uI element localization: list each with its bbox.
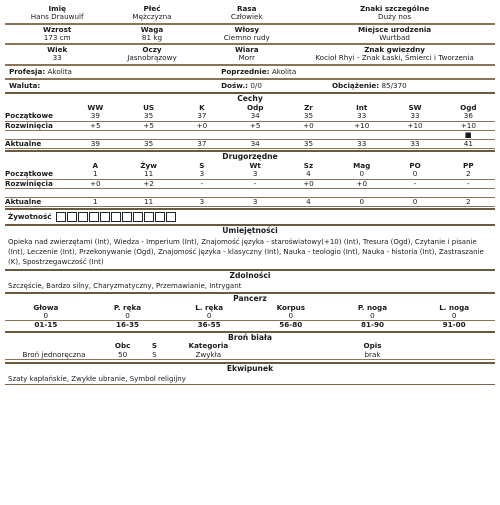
armour-table [5,304,495,330]
stat-value: +0 [175,121,228,130]
stat-value: 33 [388,140,441,149]
stat-value: +5 [122,121,175,130]
armour-points: 0 [332,312,414,321]
divider [5,208,495,210]
weapon-row [5,351,495,360]
vitality-label: Żywotność [8,212,52,222]
stat-value: 35 [282,140,335,149]
armour-range: 91-00 [442,320,466,330]
career-row [5,67,495,77]
profession-label: Profesja: [9,66,46,76]
vitality-checkbox[interactable] [122,212,132,222]
stat-header: WW [87,102,104,112]
armour-range: 16-35 [115,320,139,330]
vitality-checkbox[interactable] [100,212,110,222]
race-header: Rasa [237,4,257,13]
stat-header: Sz [303,161,314,171]
vitality-checkbox[interactable] [166,212,176,222]
hair-header: Włosy [234,24,260,34]
stat-value: 3 [175,170,228,179]
armour-points-row [5,312,495,321]
row-label: Rozwinięcia [5,121,69,130]
stat-header: A [92,161,99,171]
stat-value: +10 [335,121,388,130]
stat-header: PP [463,161,474,171]
main-stats-starting-row [5,112,495,121]
stat-value: 3 [229,197,282,206]
experience-label: Dośw.: [221,80,249,90]
weapons-header: S [151,341,158,351]
encumbrance-label: Obciążenie: [331,80,380,90]
birthplace-header: Miejsce urodzenia [358,24,432,34]
stat-value: 35 [122,140,175,149]
armour-location-header: P. ręka [113,302,142,312]
stat-value: 41 [442,140,495,149]
secondary-stats-title: Drugorzędne [222,152,278,162]
row-label: Aktualne [5,140,69,149]
secondary-stats-header-row [5,162,495,170]
sex-header: Płeć [143,4,161,13]
vitality-checkbox[interactable] [155,212,165,222]
stat-value: - [388,179,441,188]
stat-value: +0 [282,121,335,130]
armour-points: 0 [168,312,250,321]
talents-list: Szczęście, Bardzo silny, Charyzmatyczny, Przemawianie, Intrygant [8,282,242,291]
weapon-strength: S [142,351,167,360]
stat-header: S [199,161,205,171]
armour-range: 81-90 [360,320,384,330]
stat-value: 0 [335,197,388,206]
armour-range-row [5,321,495,330]
stat-value: 3 [229,170,282,179]
stat-value: 39 [69,112,122,121]
vitality-checkbox[interactable] [78,212,88,222]
divider [5,64,495,66]
stat-header: Wt [249,161,261,171]
stat-value: 11 [122,170,175,179]
stat-value: 34 [229,140,282,149]
secondary-stats-table [5,162,495,207]
armour-title: Pancerz [233,294,267,304]
weapons-header: Kategoria [188,341,229,351]
wealth-row [5,81,495,91]
stat-value: +0 [335,179,388,188]
armour-header-row [5,304,495,312]
encumbrance-value: 85/370 [381,80,407,90]
stat-value: 37 [175,140,228,149]
vitality-checkbox[interactable] [56,212,66,222]
character-sheet [5,5,495,495]
weapon-category: Zwykła [167,351,250,360]
stat-header: PO [409,161,421,171]
stat-value: 33 [388,112,441,121]
stat-value: 2 [442,197,495,206]
secondary-stats-taken-row [5,188,495,197]
stat-value: - [229,179,282,188]
weapon-name: Broń jednoręczna [5,351,103,360]
stat-value: 34 [229,112,282,121]
faith-header: Wiara [234,45,259,55]
skills-list: Opieka nad zwierzętami (Int), Wiedza - Imperium (Int), Znajomość języka - staroświatowy(+10) (Int), Tresura (Ogd), Czytanie i pisanie (Int), Leczenie (Int), Przekonywanie (Ogd), Znajomość języka - klasyczny (Int), Nauka - teologio (Int), Nauka - historia (Int), Zastraszanie (K), Spostrzegawczość (Int) [8,237,484,267]
stat-value: 4 [282,170,335,179]
armour-location-header: Korpus [276,302,306,312]
stat-value: +10 [388,121,441,130]
vitality-checkbox[interactable] [144,212,154,222]
weapon-description: brak [250,351,495,360]
secondary-stats-advance-row [5,179,495,188]
divider [5,78,495,80]
height-header: Wzrost [43,24,72,34]
vitality-row [5,211,495,223]
sex-value: Mężczyzna [132,12,172,22]
faith-value: Morr [238,53,255,63]
stat-value: +2 [122,179,175,188]
talents-title: Zdolności [229,271,271,281]
stat-header: Int [356,102,368,112]
previous-value: Akolita [271,66,297,76]
star-sign-value: Kocioł Rhyi - Znak Łaski, Śmierci i Tworzenia [315,53,474,63]
stat-header: SW [408,102,422,112]
main-stats-header-row [5,104,495,112]
stat-value: 35 [122,112,175,121]
vitality-checkbox[interactable] [133,212,143,222]
stat-value: 1 [69,170,122,179]
distinguishing-marks-value: Duży nos [378,12,412,22]
race-value: Człowiek [230,12,263,22]
stat-header: Ogd [460,102,477,112]
main-stats-table [5,104,495,149]
armour-range: 36-55 [197,320,221,330]
stat-header: Żyw [140,161,157,171]
melee-weapons-table [5,342,495,360]
stat-value: +0 [69,179,122,188]
taken-mark: ■ [442,130,495,139]
main-stats-advance-row [5,121,495,130]
distinguishing-marks-header: Znaki szczególne [359,4,430,13]
weapon-cost: 50 [103,351,142,360]
vitality-checkbox[interactable] [89,212,99,222]
stat-value: 39 [69,140,122,149]
experience-value: 0/0 [250,80,262,90]
hair-value: Ciemno rudy [223,32,270,42]
armour-location-header: P. noga [357,302,388,312]
stat-value: +10 [442,121,495,130]
row-label: Początkowe [5,170,69,179]
skills-title: Umiejętności [222,226,278,236]
stat-value: 35 [282,112,335,121]
stat-header: Zr [304,102,313,112]
armour-range: 01-15 [34,320,58,330]
stat-value: 37 [175,112,228,121]
armour-range: 56-80 [279,320,303,330]
stat-value: 0 [388,197,441,206]
weapons-header: Opis [363,341,382,351]
stat-value: +0 [282,179,335,188]
stat-value: 33 [335,140,388,149]
birthplace-value: Wurtbad [379,32,410,42]
stat-value: 2 [442,170,495,179]
stat-value: 0 [335,170,388,179]
profession-value: Akolita [47,66,72,76]
age-value: 33 [52,53,62,63]
currency-label: Waluta: [9,80,41,90]
height-value: 173 cm [43,32,71,42]
stat-header: K [199,102,205,112]
weight-header: Waga [140,24,164,34]
melee-weapons-title: Broń biała [228,332,272,342]
stat-header: Odp [246,102,264,112]
vitality-checkbox[interactable] [67,212,77,222]
armour-points: 0 [413,312,495,321]
row-label: Rozwinięcia [5,179,69,188]
vitality-tracker[interactable] [56,212,177,222]
row-label: Początkowe [5,112,69,121]
equipment-list: Szaty kapłańskie, Zwykłe ubranie, Symbol religijny [5,374,495,385]
stat-value: 33 [335,112,388,121]
name-header: Imię [48,4,66,13]
stat-value: 1 [69,197,122,206]
stat-value: - [175,179,228,188]
name-value: Hans Drauwulf [30,12,84,22]
stat-value: - [442,179,495,188]
secondary-stats-starting-row [5,170,495,179]
star-sign-header: Znak gwiezdny [364,45,425,55]
stat-value: 0 [388,170,441,179]
vitality-checkbox[interactable] [111,212,121,222]
armour-points: 0 [250,312,332,321]
stat-header: Mag [353,161,371,171]
stat-value: 36 [442,112,495,121]
age-header: Wiek [47,45,68,55]
previous-label: Poprzednie: [221,66,270,76]
stat-value: 3 [175,197,228,206]
stat-value: 11 [122,197,175,206]
stat-header: US [143,102,155,112]
weapons-header: Obc [114,341,131,351]
eyes-value: Jasnobrązowy [127,53,177,63]
armour-location-header: L. noga [439,302,470,312]
armour-location-header: L. ręka [195,302,224,312]
stat-value: +5 [229,121,282,130]
armour-location-header: Głowa [33,302,59,312]
armour-points: 0 [87,312,169,321]
main-stats-title: Cechy [237,94,263,104]
equipment-title: Ekwipunek [226,363,274,373]
main-stats-current-row [5,140,495,149]
main-stats-taken-row [5,130,495,139]
eyes-header: Oczy [142,45,162,55]
stat-value: +5 [69,121,122,130]
secondary-stats-current-row [5,197,495,206]
identity-values-1 [5,13,495,21]
identity-values-3 [5,54,495,62]
armour-points: 0 [5,312,87,321]
weight-value: 81 kg [141,32,163,42]
identity-values-2 [5,34,495,42]
row-label: Aktualne [5,197,69,206]
stat-value: 4 [282,197,335,206]
